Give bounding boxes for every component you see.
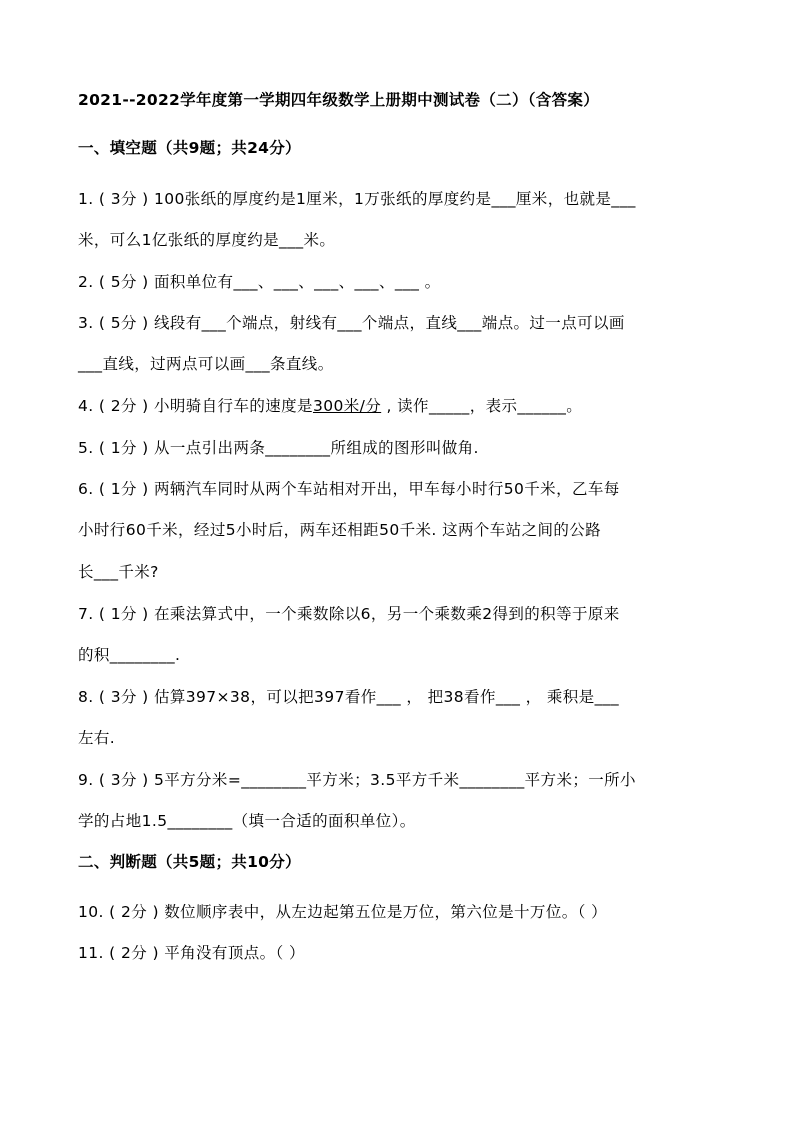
question-6-line-1: 6. ( 1分 ) 两辆汽车同时从两个车站相对开出，甲车每小时行50千米，乙车每 (78, 480, 620, 498)
question-6-line-3: 长___千米? (78, 563, 159, 581)
question-8-line-1: 8. ( 3分 ) 估算397×38，可以把397看作___ ， 把38看作___ ， 乘积是___ (78, 688, 620, 706)
question-10: 10. ( 2分 ) 数位顺序表中，从左边起第五位是万位，第六位是十万位。（ ） (78, 903, 607, 921)
section-fill-blank-heading: 一、填空题（共9题；共24分） (78, 139, 301, 157)
question-1-line-2: 米，可么1亿张纸的厚度约是___米。 (78, 231, 336, 249)
exam-title: 2021--2022学年度第一学期四年级数学上册期中测试卷（二）（含答案） (78, 91, 599, 109)
question-4-rest: , 读作_____，表示______。 (381, 397, 583, 415)
question-4 (78, 394, 582, 416)
question-8-line-2: 左右. (78, 729, 116, 747)
question-7-line-2: 的积________. (78, 646, 181, 664)
question-5: 5. ( 1分 ) 从一点引出两条________所组成的图形叫做角. (78, 439, 479, 457)
question-3-line-2: ___直线，过两点可以画___条直线。 (78, 355, 334, 373)
section-true-false-heading: 二、判断题（共5题；共10分） (78, 853, 301, 871)
question-9-line-1: 9. ( 3分 ) 5平方分米=________平方米；3.5平方千米________平方米；一所小 (78, 771, 636, 789)
question-3-line-1: 3. ( 5分 ) 线段有___个端点，射线有___个端点，直线___端点。过一点可以画 (78, 314, 625, 332)
question-1-line-1: 1. ( 3分 ) 100张纸的厚度约是1厘米，1万张纸的厚度约是___厘米，也就是___ (78, 190, 636, 208)
question-2: 2. ( 5分 ) 面积单位有___、___、___、___、___ 。 (78, 273, 441, 291)
question-7-line-1: 7. ( 1分 ) 在乘法算式中，一个乘数除以6，另一个乘数乘2得到的积等于原来 (78, 605, 620, 623)
question-9-line-2: 学的占地1.5________（填一合适的面积单位）。 (78, 812, 416, 830)
question-11: 11. ( 2分 ) 平角没有顶点。（ ） (78, 944, 305, 962)
question-4-speed: 300米/分 (312, 397, 382, 415)
question-6-line-2: 小时行60千米，经过5小时后，两车还相距50千米. 这两个车站之间的公路 (78, 521, 602, 539)
question-4-text: 4. ( 2分 ) 小明骑自行车的速度是 (78, 397, 313, 415)
